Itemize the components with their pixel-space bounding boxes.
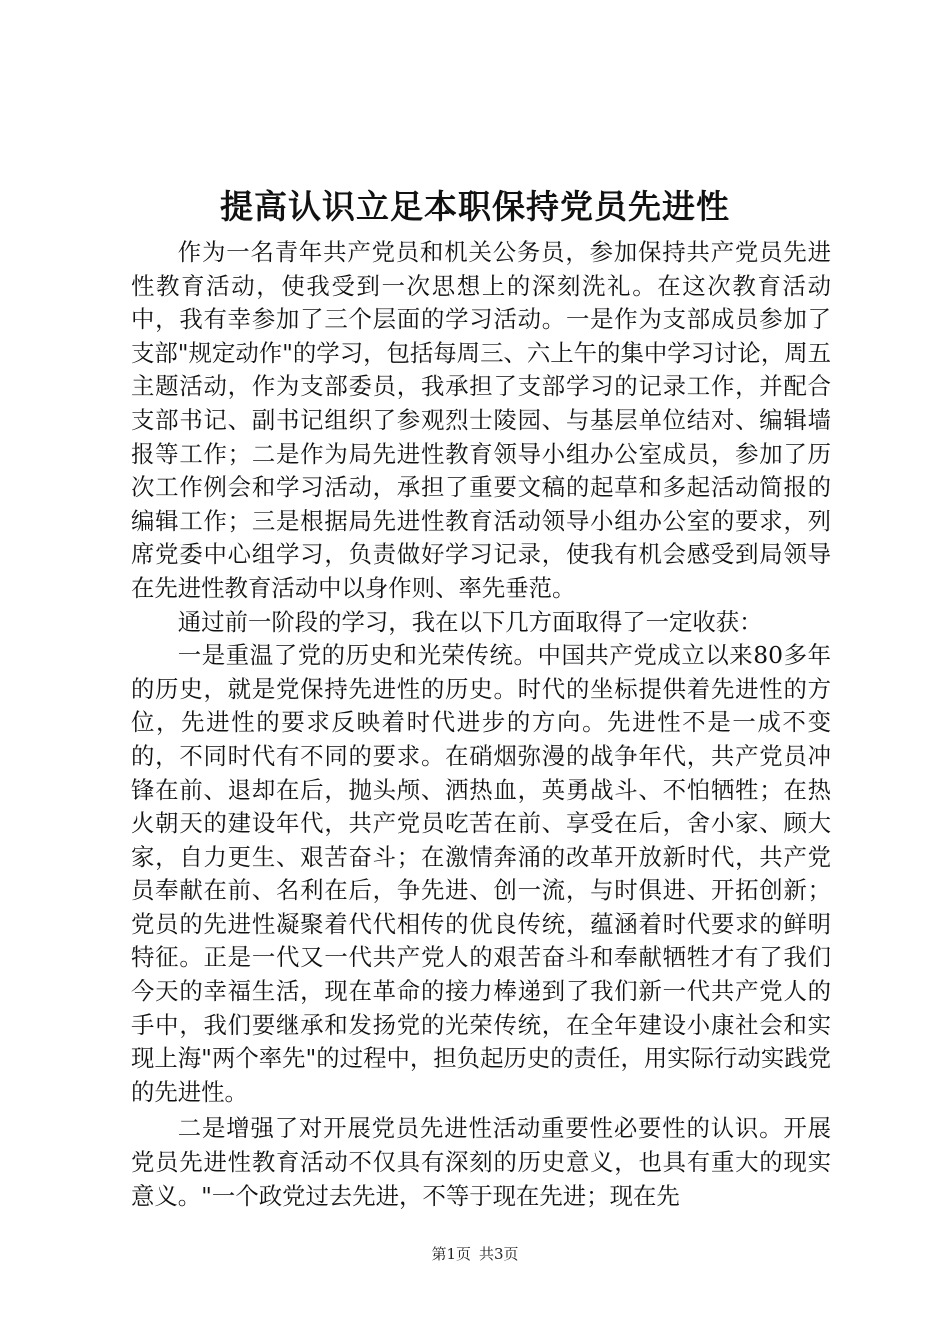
paragraph-history: 一是重温了党的历史和光荣传统。中国共产党成立以来80多年的历史，就是党保持先进性的历史。时代的坐标提供着先进性的方位，先进性的要求反映着时代进步的方向。先进性不是一成不变的，不同时代有不同的要求。在硝烟弥漫的战争年代，共产党员冲锋在前、退却在后，抛头颅、洒热血，英勇战斗、不怕牺牲；在热火朝天的建设年代，共产党员吃苦在前、享受在后，舍小家、顾大家，自力更生、艰苦奋斗；在激情奔涌的改革开放新时代，共产党员奉献在前、名利在后，争先进、创一流，与时俱进、开拓创新；党员的先进性凝聚着代代相传的优良传统，蕴涵着时代要求的鲜明特征。正是一代又一代共产党人的艰苦奋斗和奉献牺牲才有了我们今天的幸福生活，现在革命的接力棒递到了我们新一代共产党人的手中，我们要继承和发扬党的光荣传统，在全年建设小康社会和实现上海"两个率先"的过程中，担负起历史的责任，用实际行动实践党的先进性。: [131, 641, 831, 1106]
document-body: [131, 236, 831, 1213]
page-footer: [0, 1244, 950, 1264]
paragraph-intro: 作为一名青年共产党员和机关公务员，参加保持共产党员先进性教育活动，使我受到一次思想上的深刻洗礼。在这次教育活动中，我有幸参加了三个层面的学习活动。一是作为支部成员参加了支部"规定动作"的学习，包括每周三、六上午的集中学习讨论，周五主题活动，作为支部委员，我承担了支部学习的记录工作，并配合支部书记、副书记组织了参观烈士陵园、与基层单位结对、编辑墙报等工作；二是作为局先进性教育领导小组办公室成员，参加了历次工作例会和学习活动，承担了重要文稿的起草和多起活动简报的编辑工作；三是根据局先进性教育活动领导小组办公室的要求，列席党委中心组学习，负责做好学习记录，使我有机会感受到局领导在先进性教育活动中以身作则、率先垂范。: [131, 238, 831, 602]
paragraph-importance: 二是增强了对开展党员先进性活动重要性必要性的认识。开展党员先进性教育活动不仅具有深刻的历史意义，也具有重大的现实意义。"一个政党过去先进，不等于现在先进；现在先: [131, 1114, 831, 1210]
paragraph-gains-intro: 通过前一阶段的学习，我在以下几方面取得了一定收获：: [177, 607, 763, 636]
page-number: 第1页: [431, 1245, 471, 1263]
page-total: 共3页: [479, 1245, 519, 1263]
document-title: 提高认识立足本职保持党员先进性: [220, 187, 730, 226]
